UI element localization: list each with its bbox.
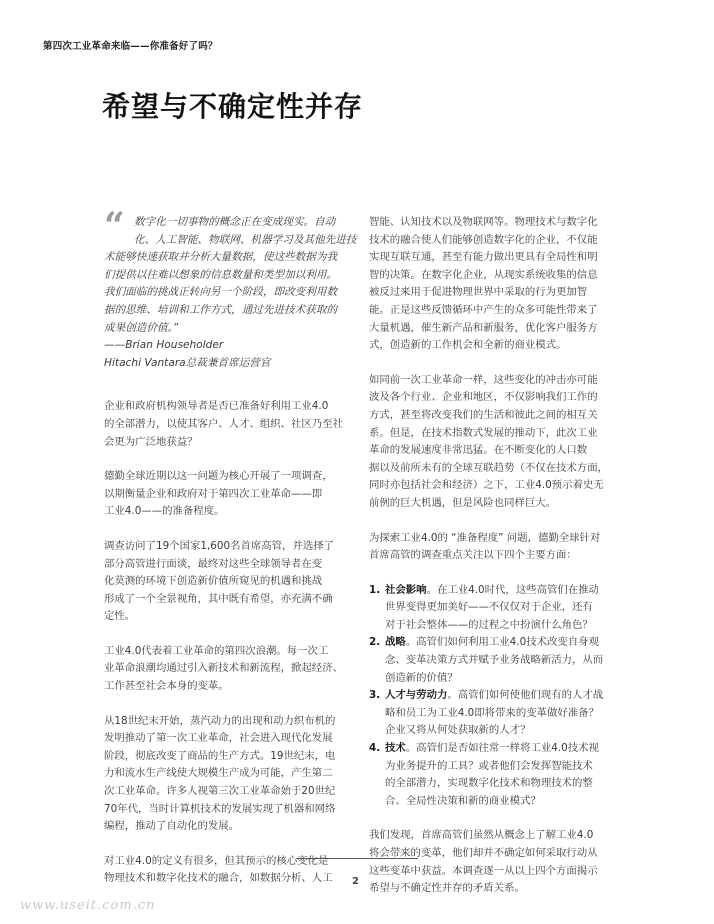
page-number: 2 bbox=[352, 876, 359, 887]
text-line: 创造新的价值？ bbox=[385, 671, 458, 684]
text-line: 我们发现，首席高管们虽然从概念上了解工业4.0 bbox=[369, 829, 594, 842]
text-line: 将会带来的变革，他们却并不确定如何采取行动从 bbox=[369, 847, 598, 859]
text-line: 的全部潜力，以使其客户、人才、组织、社区乃至社 bbox=[104, 417, 343, 430]
text-line: 同时亦包括社会和经济）之下，工业4.0预示着史无 bbox=[369, 479, 604, 492]
closing-paragraph bbox=[369, 827, 625, 897]
text-line: 。高管们是否如往常一样将工业4.0技术视 bbox=[405, 742, 599, 755]
quote-line: 成果创造价值。” bbox=[104, 321, 179, 334]
text-line: 德勤全球近期以这一问题为核心开展了一项调查， bbox=[104, 470, 333, 483]
body-paragraph bbox=[104, 713, 350, 836]
text-line: 部分高管进行面谈，最终对这些全球领导者在变 bbox=[104, 557, 323, 570]
text-line: 70年代，当时计算机技术的发展实现了机器和网络 bbox=[104, 802, 336, 815]
text-line: 略和员工为工业4.0即将带来的变革做好准备？ bbox=[385, 706, 599, 719]
body-paragraph bbox=[104, 643, 350, 696]
list-item bbox=[369, 740, 625, 810]
text-line: 合、全局性决策和新的商业模式？ bbox=[385, 794, 541, 807]
text-line: 念、变革决策方式并赋予业务战略新活力，从而 bbox=[385, 654, 604, 667]
text-line: 阶段，彻底改变了商品的生产方式。19世纪末，电 bbox=[104, 749, 336, 762]
text-line: 这些变革中获益。本调查逐一从以上四个方面揭示 bbox=[369, 864, 598, 877]
body-paragraph bbox=[369, 214, 625, 355]
list-number: 3. bbox=[369, 689, 381, 702]
text-line: 形成了一个全景视角，其中既有希望，亦充满不确 bbox=[104, 592, 333, 605]
text-line: 。在工业4.0时代，这些高管们在推动 bbox=[426, 583, 599, 596]
body-paragraph bbox=[369, 530, 625, 565]
text-line: 大量机遇，催生新产品和新服务，优化客户服务方 bbox=[369, 321, 598, 334]
text-line: 为探索工业4.0的 “准备程度” 问题，德勤全球针对 bbox=[369, 531, 601, 544]
list-term: 技术 bbox=[385, 742, 406, 755]
quote-line: 数字化一切事物的概念正在变成现实。自动 bbox=[134, 216, 336, 228]
text-line: 发明推动了第一次工业革命，社会进入现代化发展 bbox=[104, 732, 333, 745]
text-line: 能。正是这些反馈循环中产生的众多可能性带来了 bbox=[369, 303, 598, 316]
text-line: 次工业革命。许多人视第三次工业革命始于20世纪 bbox=[104, 785, 336, 798]
focus-areas-list bbox=[369, 582, 625, 811]
pull-quote bbox=[104, 205, 357, 372]
quote-line: 们提供以往难以想象的信息数量和类型加以利用。 bbox=[104, 268, 338, 281]
text-line: 定性。 bbox=[104, 610, 136, 623]
text-line: 式，创造新的工作机会和全新的商业模式。 bbox=[369, 339, 567, 352]
text-line: 企业和政府机构领导者是否已准备好利用工业4.0 bbox=[104, 400, 329, 413]
text-line: 工业4.0代表着工业革命的第四次浪潮。每一次工 bbox=[104, 644, 329, 657]
quote-text bbox=[104, 214, 357, 337]
text-line: 化莫测的环境下创造新价值所窥见的机遇和挑战 bbox=[104, 575, 323, 588]
list-number: 1. bbox=[369, 583, 381, 596]
left-column bbox=[104, 205, 357, 888]
list-term: 战略 bbox=[385, 636, 406, 649]
text-line: 工业4.0——的准备程度。 bbox=[104, 505, 225, 518]
text-line: 世界变得更加美好——不仅仅对于企业，还有 bbox=[385, 601, 593, 614]
text-line: 会更为广泛地获益？ bbox=[104, 435, 198, 448]
text-line: 为业务提升的工具？或者他们会发挥智能技术 bbox=[385, 759, 593, 772]
body-paragraph bbox=[104, 538, 350, 626]
text-line: 如同前一次工业革命一样，这些变化的冲击亦可能 bbox=[369, 373, 598, 386]
list-term: 人才与劳动力 bbox=[385, 689, 448, 702]
right-column bbox=[369, 214, 625, 898]
text-line: 实现互联互通，甚至有能力做出更具有全局性和明 bbox=[369, 251, 598, 264]
list-term: 社会影响 bbox=[385, 583, 427, 596]
quote-line: 据的思维、培训和工作方式，通过先进技术获取的 bbox=[104, 303, 338, 316]
text-line: 智的决策。在数字化企业，从现实系统收集的信息 bbox=[369, 268, 598, 281]
text-line: 技术的融合使人们能够创造数字化的企业，不仅能 bbox=[369, 233, 598, 246]
quote-line: 我们面临的挑战正转向另一个阶段，即改变利用数 bbox=[104, 286, 338, 299]
text-line: 革命的发展速度非常迅猛。在不断变化的人口数 bbox=[369, 444, 588, 457]
quote-attribution-name: ——Brian Householder bbox=[104, 339, 224, 352]
text-line: 从18世纪末开始，蒸汽动力的出现和动力织布机的 bbox=[104, 714, 336, 727]
text-line: 。高管们如何使他们现有的人才战 bbox=[447, 689, 604, 702]
body-paragraph bbox=[104, 398, 350, 451]
watermark: www.useit.com.cn bbox=[20, 898, 156, 913]
text-line: 系。但是，在技术指数式发展的推动下，此次工业 bbox=[369, 426, 598, 439]
list-item bbox=[369, 687, 625, 740]
text-line: 。高管们如何利用工业4.0技术改变自身观 bbox=[405, 636, 599, 649]
list-item bbox=[369, 634, 625, 687]
text-line: 工作甚至社会本身的变革。 bbox=[104, 680, 229, 693]
list-number: 2. bbox=[369, 636, 381, 649]
text-line: 对于社会整体——的过程之中扮演什么角色？ bbox=[385, 618, 593, 631]
text-line: 智能、认知技术以及物联网等。物理技术与数字化 bbox=[369, 216, 598, 228]
text-line: 对工业4.0的定义有很多，但其预示的核心变化是 bbox=[104, 854, 329, 867]
text-line: 业革命浪潮均通过引入新技术和新流程，掀起经济、 bbox=[104, 662, 343, 675]
body-paragraph bbox=[104, 468, 350, 521]
text-line: 物理技术和数字化技术的融合，如数据分析、人工 bbox=[104, 872, 333, 885]
text-line: 前例的巨大机遇，但是风险也同样巨大。 bbox=[369, 496, 557, 509]
page-title: 希望与不确定性并存 bbox=[102, 90, 364, 123]
footer-divider bbox=[296, 858, 418, 859]
text-line: 波及各个行业、企业和地区，不仅影响我们工作的 bbox=[369, 391, 598, 404]
running-header: 第四次工业革命来临——你准备好了吗？ bbox=[43, 41, 218, 52]
text-line: 编程，推动了自动化的发展。 bbox=[104, 820, 240, 833]
text-line: 方式，甚至将改变我们的生活和彼此之间的相互关 bbox=[369, 408, 598, 421]
text-line: 企业又将从何处获取新的人才？ bbox=[385, 724, 531, 737]
text-line: 据以及前所未有的全球互联趋势（不仅在技术方面， bbox=[369, 461, 608, 474]
body-paragraph bbox=[369, 372, 625, 513]
quote-mark-icon: “ bbox=[104, 205, 125, 247]
text-line: 力和流水生产线使大规模生产成为可能，产生第二 bbox=[104, 767, 333, 780]
list-item bbox=[369, 582, 625, 635]
quote-line: 化、人工智能、物联网、机器学习及其他先进技 bbox=[134, 233, 357, 246]
text-line: 以期衡量企业和政府对于第四次工业革命——即 bbox=[104, 487, 323, 500]
text-line: 被反过来用于促进物理世界中采取的行为更加智 bbox=[369, 286, 588, 299]
text-line: 首席高管的调查重点关注以下四个主要方面： bbox=[369, 549, 577, 562]
quote-line: 术能够快速获取并分析大量数据，使这些数据为我 bbox=[104, 251, 338, 264]
text-line: 调查访问了19个国家1,600名首席高管，并选择了 bbox=[104, 539, 334, 552]
text-line: 希望与不确定性并存的矛盾关系。 bbox=[369, 882, 525, 895]
text-line: 的全部潜力，实现数字化技术和物理技术的整 bbox=[385, 777, 593, 790]
quote-attribution-title: Hitachi Vantara总裁兼首席运营官 bbox=[104, 356, 271, 369]
list-number: 4. bbox=[369, 742, 381, 755]
